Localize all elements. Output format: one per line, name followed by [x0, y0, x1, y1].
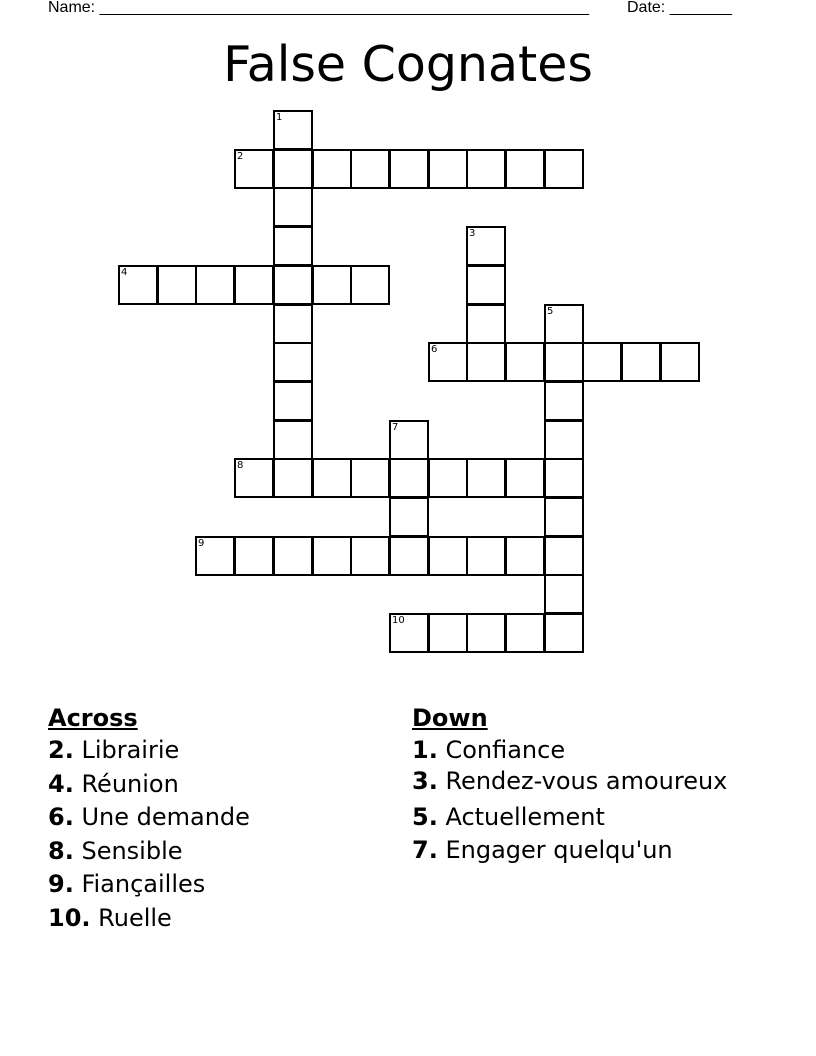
grid-cell[interactable]: [544, 342, 584, 382]
grid-cell[interactable]: [544, 149, 584, 189]
grid-cell[interactable]: [273, 458, 313, 498]
grid-cell[interactable]: [350, 458, 390, 498]
grid-cell[interactable]: [389, 458, 429, 498]
cell-number: 1: [276, 112, 283, 123]
grid-cell[interactable]: [544, 420, 584, 460]
clue-across: [48, 868, 378, 902]
down-clues: [412, 702, 742, 868]
grid-cell[interactable]: [273, 149, 313, 189]
clue-across: [48, 734, 378, 768]
grid-cell[interactable]: [312, 265, 352, 305]
clue-number: 9.: [48, 870, 74, 898]
clue-across: [48, 801, 378, 835]
clue-text: Rendez-vous amoureux: [437, 766, 728, 795]
grid-cell[interactable]: [273, 342, 313, 382]
grid-cell[interactable]: [389, 613, 429, 653]
clue-number: 2.: [48, 736, 74, 764]
grid-cell[interactable]: [544, 381, 584, 421]
clue-text: Fiançailles: [73, 870, 206, 898]
clue-across: [48, 835, 378, 869]
grid-cell[interactable]: [234, 536, 274, 576]
clue-text: Ruelle: [90, 903, 172, 932]
grid-cell[interactable]: [273, 304, 313, 344]
grid-cell[interactable]: [428, 613, 468, 653]
clue-across: [48, 902, 378, 936]
clue-number: 6.: [48, 803, 74, 831]
grid-cell[interactable]: [505, 613, 545, 653]
grid-cell[interactable]: [234, 265, 274, 305]
grid-cell[interactable]: [505, 342, 545, 382]
grid-cell[interactable]: [389, 536, 429, 576]
clue-down: [412, 734, 742, 768]
grid-cell[interactable]: [273, 420, 313, 460]
grid-cell[interactable]: [544, 574, 584, 614]
grid-cell[interactable]: [466, 613, 506, 653]
grid-cell[interactable]: [195, 536, 235, 576]
grid-cell[interactable]: [505, 149, 545, 189]
grid-cell[interactable]: [273, 536, 313, 576]
clue-number: 1.: [412, 736, 438, 764]
grid-cell[interactable]: [157, 265, 197, 305]
cell-number: 4: [121, 267, 128, 278]
grid-cell[interactable]: [312, 458, 352, 498]
grid-cell[interactable]: [389, 149, 429, 189]
cell-number: 9: [198, 538, 205, 549]
clue-text: Sensible: [73, 836, 183, 865]
grid-cell[interactable]: [273, 381, 313, 421]
grid-cell[interactable]: [428, 458, 468, 498]
grid-cell[interactable]: [466, 342, 506, 382]
across-clues: [48, 702, 378, 935]
across-heading: Across: [48, 704, 138, 732]
grid-cell[interactable]: [118, 265, 158, 305]
clue-text: Une demande: [73, 803, 250, 831]
clue-number: 4.: [48, 769, 74, 798]
grid-cell[interactable]: [234, 149, 274, 189]
grid-cell[interactable]: [466, 226, 506, 266]
clue-text: Réunion: [73, 769, 179, 798]
clue-across: [48, 768, 378, 802]
clue-down: [412, 801, 742, 835]
date-field: Date: _______: [627, 0, 732, 16]
grid-cell[interactable]: [350, 536, 390, 576]
grid-cell[interactable]: [621, 342, 661, 382]
clue-number: 8.: [48, 836, 74, 865]
cell-number: 5: [547, 306, 554, 317]
cell-number: 2: [237, 151, 244, 162]
cell-number: 3: [469, 228, 476, 239]
puzzle-title: False Cognates: [223, 36, 593, 93]
grid-cell[interactable]: [466, 304, 506, 344]
grid-cell[interactable]: [389, 420, 429, 460]
cell-number: 10: [392, 615, 405, 626]
grid-cell[interactable]: [428, 536, 468, 576]
grid-cell[interactable]: [350, 149, 390, 189]
grid-cell[interactable]: [428, 149, 468, 189]
clue-text: Confiance: [437, 736, 566, 764]
grid-cell[interactable]: [428, 342, 468, 382]
name-field: Name: _______________________________________________________: [48, 0, 589, 16]
grid-cell[interactable]: [273, 187, 313, 227]
down-heading: Down: [412, 704, 488, 732]
grid-cell[interactable]: [466, 265, 506, 305]
grid-cell[interactable]: [544, 536, 584, 576]
clue-text: Librairie: [73, 736, 180, 764]
grid-cell[interactable]: [312, 149, 352, 189]
grid-cell[interactable]: [660, 342, 700, 382]
cell-number: 7: [392, 422, 399, 433]
clue-text: Engager quelqu'un: [437, 836, 673, 864]
grid-cell[interactable]: [544, 304, 584, 344]
clue-down: [412, 768, 742, 795]
clue-number: 3.: [412, 766, 438, 795]
grid-cell[interactable]: [582, 342, 622, 382]
clue-text: Actuellement: [437, 802, 605, 831]
grid-cell[interactable]: [505, 536, 545, 576]
grid-cell[interactable]: [544, 458, 584, 498]
cell-number: 8: [237, 460, 244, 471]
clue-number: 7.: [412, 836, 438, 864]
grid-cell[interactable]: [273, 226, 313, 266]
grid-cell[interactable]: [466, 536, 506, 576]
grid-cell[interactable]: [273, 265, 313, 305]
grid-cell[interactable]: [234, 458, 274, 498]
grid-cell[interactable]: [350, 265, 390, 305]
grid-cell[interactable]: [544, 497, 584, 537]
clue-number: 10.: [48, 903, 91, 932]
clue-number: 5.: [412, 802, 438, 831]
grid-cell[interactable]: [389, 497, 429, 537]
grid-cell[interactable]: [312, 536, 352, 576]
grid-cell[interactable]: [466, 149, 506, 189]
grid-cell[interactable]: [195, 265, 235, 305]
clue-down: [412, 834, 742, 868]
grid-cell[interactable]: [505, 458, 545, 498]
cell-number: 6: [431, 344, 438, 355]
grid-cell[interactable]: [273, 110, 313, 150]
grid-cell[interactable]: [466, 458, 506, 498]
grid-cell[interactable]: [544, 613, 584, 653]
